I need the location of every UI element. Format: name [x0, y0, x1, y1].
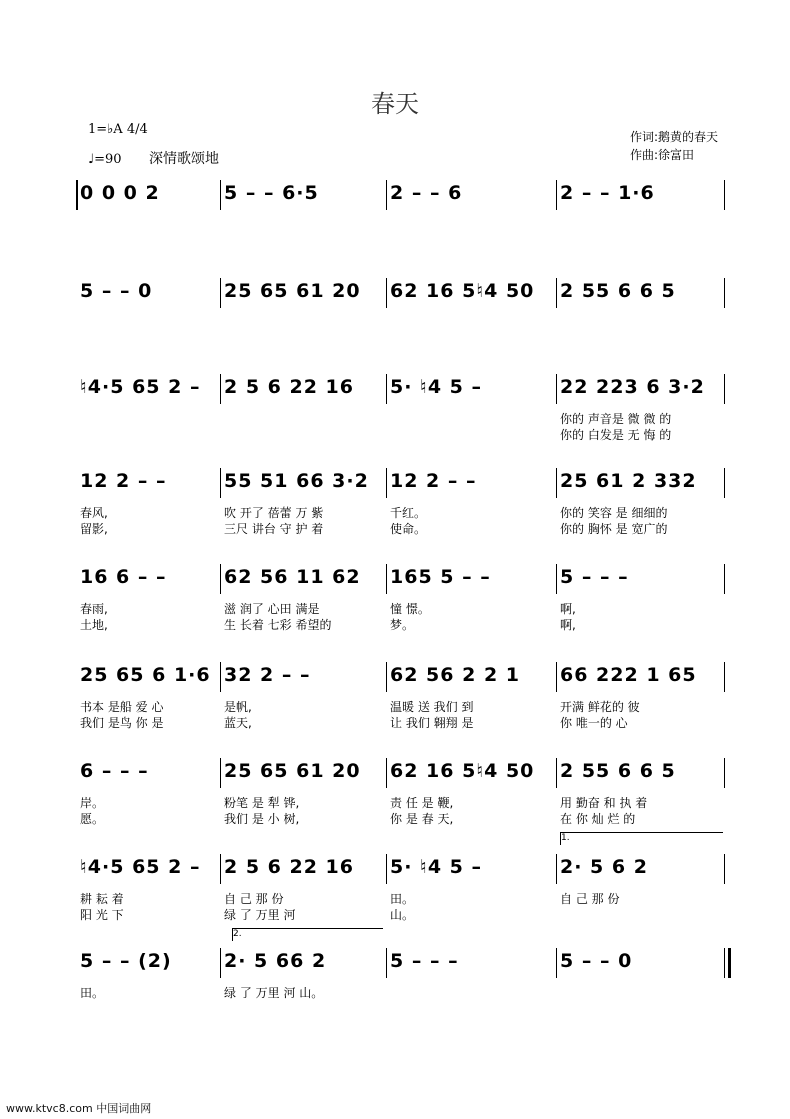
lyric-verse-1: 用 勤奋 和 执 着	[560, 796, 648, 810]
bar-line	[724, 854, 725, 884]
lyric-verse-2: 蓝天,	[224, 716, 252, 730]
bar-line	[556, 374, 557, 404]
lyric-verse-2: 三尺 讲台 守 护 着	[224, 522, 324, 536]
measure-notes: 22 223 6 3·2	[560, 376, 705, 398]
score-system	[0, 852, 790, 932]
bar-line	[724, 758, 725, 788]
lyric-verse-1: 千红。	[390, 506, 427, 520]
lyric-verse-1: 是帆,	[224, 700, 252, 714]
bar-line	[556, 278, 557, 308]
lyric-verse-2: 你的 胸怀 是 宽广的	[560, 522, 668, 536]
song-title: 春天	[371, 90, 419, 118]
measure-notes: 25 65 6 1·6	[80, 664, 211, 686]
lyric-verse-2: 阳 光 下	[80, 908, 124, 922]
score-system	[0, 562, 790, 642]
bar-line	[556, 854, 557, 884]
bar-line	[386, 278, 387, 308]
measure-notes: 2 55 6 6 5	[560, 760, 676, 782]
score-system	[0, 466, 790, 546]
score-system	[0, 946, 790, 1026]
measure-notes: 5 – – (2)	[80, 950, 172, 972]
measure-notes: 62 16 5♮4 50	[390, 760, 535, 782]
bar-line	[220, 374, 221, 404]
system-bracket	[76, 180, 78, 210]
measure-notes: 5· ♮4 5 –	[390, 376, 483, 398]
lyric-verse-1: 春雨,	[80, 602, 108, 616]
bar-line	[386, 948, 387, 978]
volta-second-ending: 2.	[232, 928, 383, 941]
bar-line	[724, 948, 725, 978]
measure-notes: 62 56 11 62	[224, 566, 361, 588]
measure-notes: 62 16 5♮4 50	[390, 280, 535, 302]
tempo-marking: ♩=90	[88, 152, 122, 167]
lyric-verse-1: 责 任 是 鞭,	[390, 796, 454, 810]
measure-notes: 165 5 – –	[390, 566, 491, 588]
bar-line	[220, 468, 221, 498]
bar-line	[386, 854, 387, 884]
lyric-verse-1: 你的 声音是 微 微 的	[560, 412, 672, 426]
bar-line	[556, 468, 557, 498]
bar-line	[386, 468, 387, 498]
lyric-verse-2: 你的 白发是 无 悔 的	[560, 428, 672, 442]
bar-line	[724, 468, 725, 498]
measure-notes: 12 2 – –	[80, 470, 167, 492]
score-system	[0, 372, 790, 452]
measure-notes: 32 2 – –	[224, 664, 311, 686]
measure-notes: 62 56 2 2 1	[390, 664, 521, 686]
measure-notes: 2· 5 6 2	[560, 856, 648, 878]
score-system	[0, 178, 790, 258]
lyric-verse-2: 土地,	[80, 618, 108, 632]
lyric-verse-2: 愿。	[80, 812, 105, 826]
measure-notes: 5· ♮4 5 –	[390, 856, 483, 878]
lyric-verse-1: 自 己 那 份	[560, 892, 620, 906]
lyric-verse-1: 绿 了 万里 河 山。	[224, 986, 324, 1000]
measure-notes: 25 61 2 332	[560, 470, 697, 492]
bar-line	[724, 278, 725, 308]
bar-line	[386, 662, 387, 692]
lyric-verse-1: 自 己 那 份	[224, 892, 284, 906]
measure-notes: ♮4·5 65 2 –	[80, 376, 201, 398]
measure-notes: ♮4·5 65 2 –	[80, 856, 201, 878]
measure-notes: 2 55 6 6 5	[560, 280, 676, 302]
lyric-verse-1: 啊,	[560, 602, 576, 616]
lyric-verse-2: 啊,	[560, 618, 576, 632]
lyric-verse-1: 春风,	[80, 506, 108, 520]
final-barline	[728, 948, 731, 978]
bar-line	[724, 662, 725, 692]
score-system	[0, 660, 790, 740]
lyric-verse-1: 粉笔 是 犁 铧,	[224, 796, 300, 810]
bar-line	[556, 662, 557, 692]
lyric-verse-1: 耕 耘 着	[80, 892, 124, 906]
lyric-verse-2: 我们 是 小 树,	[224, 812, 300, 826]
lyric-verse-1: 书本 是船 爱 心	[80, 700, 164, 714]
lyric-verse-2: 使命。	[390, 522, 427, 536]
composer-credit: 作曲:徐富田	[630, 148, 695, 162]
score-system	[0, 276, 790, 356]
bar-line	[386, 374, 387, 404]
measure-notes: 66 222 1 65	[560, 664, 697, 686]
bar-line	[220, 564, 221, 594]
site-watermark: www.ktvc8.com 中国词曲网	[6, 1102, 152, 1115]
bar-line	[556, 564, 557, 594]
bar-line	[556, 180, 557, 210]
measure-notes: 5 – – 6·5	[224, 182, 319, 204]
measure-notes: 2 5 6 22 16	[224, 376, 355, 398]
expression-marking: 深情歌颂地	[149, 151, 219, 167]
bar-line	[220, 758, 221, 788]
measure-notes: 0 0 0 2	[80, 182, 160, 204]
lyric-verse-2: 绿 了 万里 河	[224, 908, 296, 922]
measure-notes: 5 – – –	[560, 566, 629, 588]
bar-line	[556, 758, 557, 788]
score-system	[0, 756, 790, 836]
bar-line	[220, 278, 221, 308]
lyric-verse-2: 在 你 灿 烂 的	[560, 812, 636, 826]
lyric-verse-1: 你的 笑容 是 细细的	[560, 506, 668, 520]
measure-notes: 2 – – 1·6	[560, 182, 655, 204]
lyric-verse-2: 你 唯一的 心	[560, 716, 628, 730]
measure-notes: 2· 5 66 2	[224, 950, 327, 972]
lyric-verse-1: 憧 憬。	[390, 602, 430, 616]
measure-notes: 12 2 – –	[390, 470, 477, 492]
bar-line	[724, 180, 725, 210]
lyric-verse-1: 滋 润了 心田 满是	[224, 602, 320, 616]
measure-notes: 5 – – –	[390, 950, 459, 972]
key-signature: 1=♭A 4/4	[88, 122, 148, 137]
lyric-verse-2: 生 长着 七彩 希望的	[224, 618, 332, 632]
lyric-verse-1: 温暖 送 我们 到	[390, 700, 474, 714]
lyric-verse-2: 梦。	[390, 618, 415, 632]
lyric-verse-1: 田。	[390, 892, 415, 906]
measure-notes: 16 6 – –	[80, 566, 167, 588]
measure-notes: 5 – – 0	[80, 280, 153, 302]
bar-line	[724, 564, 725, 594]
bar-line	[724, 374, 725, 404]
measure-notes: 2 – – 6	[390, 182, 463, 204]
bar-line	[386, 180, 387, 210]
lyric-verse-1: 开满 鲜花的 彼	[560, 700, 640, 714]
bar-line	[220, 948, 221, 978]
bar-line	[220, 854, 221, 884]
bar-line	[220, 662, 221, 692]
lyric-verse-2: 你 是 春 天,	[390, 812, 454, 826]
volta-first-ending: 1.	[560, 832, 723, 845]
bar-line	[386, 564, 387, 594]
lyric-verse-2: 留影,	[80, 522, 108, 536]
lyricist-credit: 作词:鹅黄的春天	[630, 130, 719, 144]
measure-notes: 25 65 61 20	[224, 760, 361, 782]
measure-notes: 25 65 61 20	[224, 280, 361, 302]
lyric-verse-1: 岸。	[80, 796, 105, 810]
bar-line	[556, 948, 557, 978]
bar-line	[220, 180, 221, 210]
lyric-verse-1: 田。	[80, 986, 105, 1000]
measure-notes: 2 5 6 22 16	[224, 856, 355, 878]
lyric-verse-1: 吹 开了 蓓蕾 万 紫	[224, 506, 324, 520]
bar-line	[386, 758, 387, 788]
measure-notes: 55 51 66 3·2	[224, 470, 369, 492]
lyric-verse-2: 我们 是鸟 你 是	[80, 716, 164, 730]
measure-notes: 6 – – –	[80, 760, 149, 782]
lyric-verse-2: 让 我们 翱翔 是	[390, 716, 474, 730]
measure-notes: 5 – – 0	[560, 950, 633, 972]
lyric-verse-2: 山。	[390, 908, 415, 922]
